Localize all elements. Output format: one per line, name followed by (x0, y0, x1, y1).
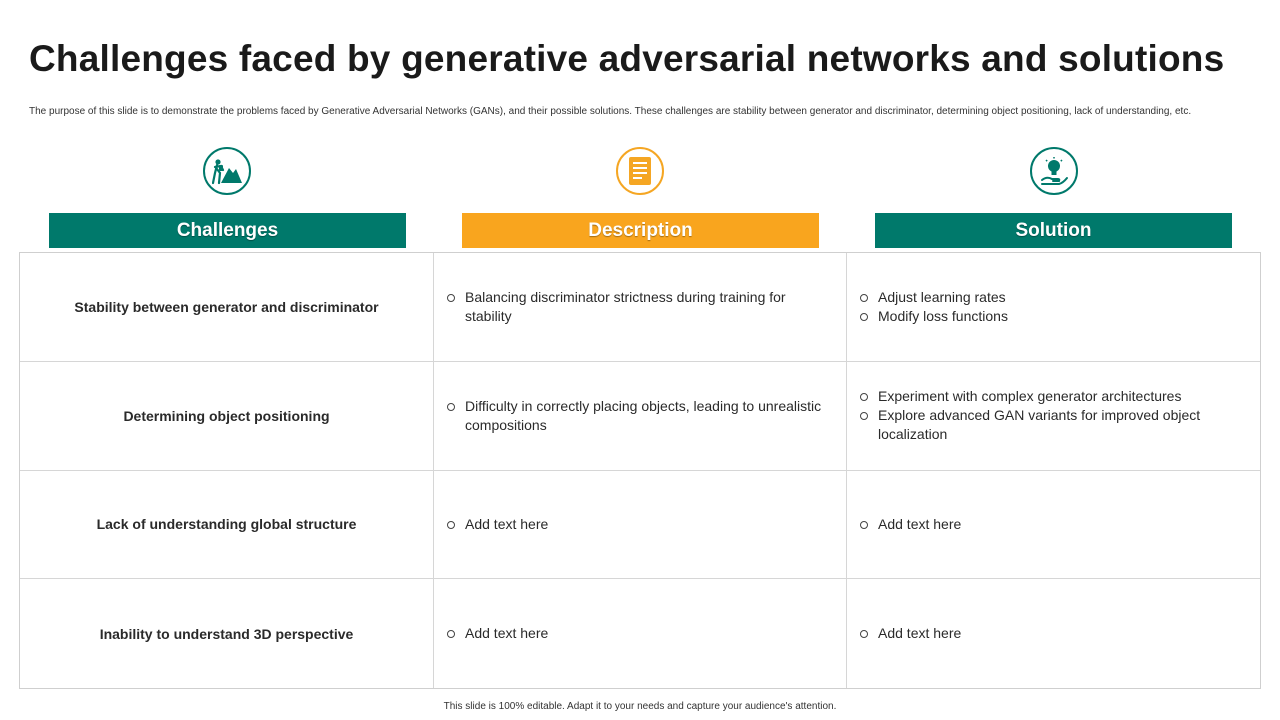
challenges-table (19, 252, 1261, 689)
description-cell (434, 253, 847, 362)
solution-cell (847, 471, 1260, 580)
header-description: Description (462, 213, 819, 248)
solution-cell (847, 253, 1260, 362)
footer-note: This slide is 100% editable. Adapt it to your needs and capture your audience's attention. (443, 701, 837, 712)
description-cell (434, 362, 847, 471)
description-cell (434, 579, 847, 688)
challenge-cell: Lack of understanding global structure (20, 471, 434, 580)
description-bullet: Add text here (446, 624, 822, 643)
solution-cell (847, 579, 1260, 688)
description-bullet: Add text here (446, 515, 822, 534)
page-subtitle: The purpose of this slide is to demonstrate the problems faced by Generative Adversarial Networks (GANs), and their possible solutions. These challenges are stability between generator and discriminator, determining object positioning, lack of understanding, etc. (29, 106, 1192, 117)
challenge-cell: Inability to understand 3D perspective (20, 579, 434, 688)
hiker-mountain-icon (203, 147, 251, 195)
page-title: Challenges faced by generative adversarial networks and solutions (29, 38, 1225, 79)
solution-cell (847, 362, 1260, 471)
solution-bullet: Adjust learning rates (859, 288, 1236, 307)
challenge-cell: Stability between generator and discriminator (20, 253, 434, 362)
solution-bullet: Add text here (859, 515, 1236, 534)
challenge-cell: Determining object positioning (20, 362, 434, 471)
document-icon (616, 147, 664, 195)
solution-bullet: Explore advanced GAN variants for improved object localization (859, 406, 1236, 444)
header-solution: Solution (875, 213, 1232, 248)
solution-bullet: Modify loss functions (859, 307, 1236, 326)
solution-bullet: Add text here (859, 624, 1236, 643)
description-bullet: Difficulty in correctly placing objects, leading to unrealistic compositions (446, 397, 822, 435)
header-challenges: Challenges (49, 213, 406, 248)
description-bullet: Balancing discriminator strictness during training for stability (446, 288, 822, 326)
solution-bullet: Experiment with complex generator architectures (859, 387, 1236, 406)
lightbulb-hand-icon (1030, 147, 1078, 195)
description-cell (434, 471, 847, 580)
